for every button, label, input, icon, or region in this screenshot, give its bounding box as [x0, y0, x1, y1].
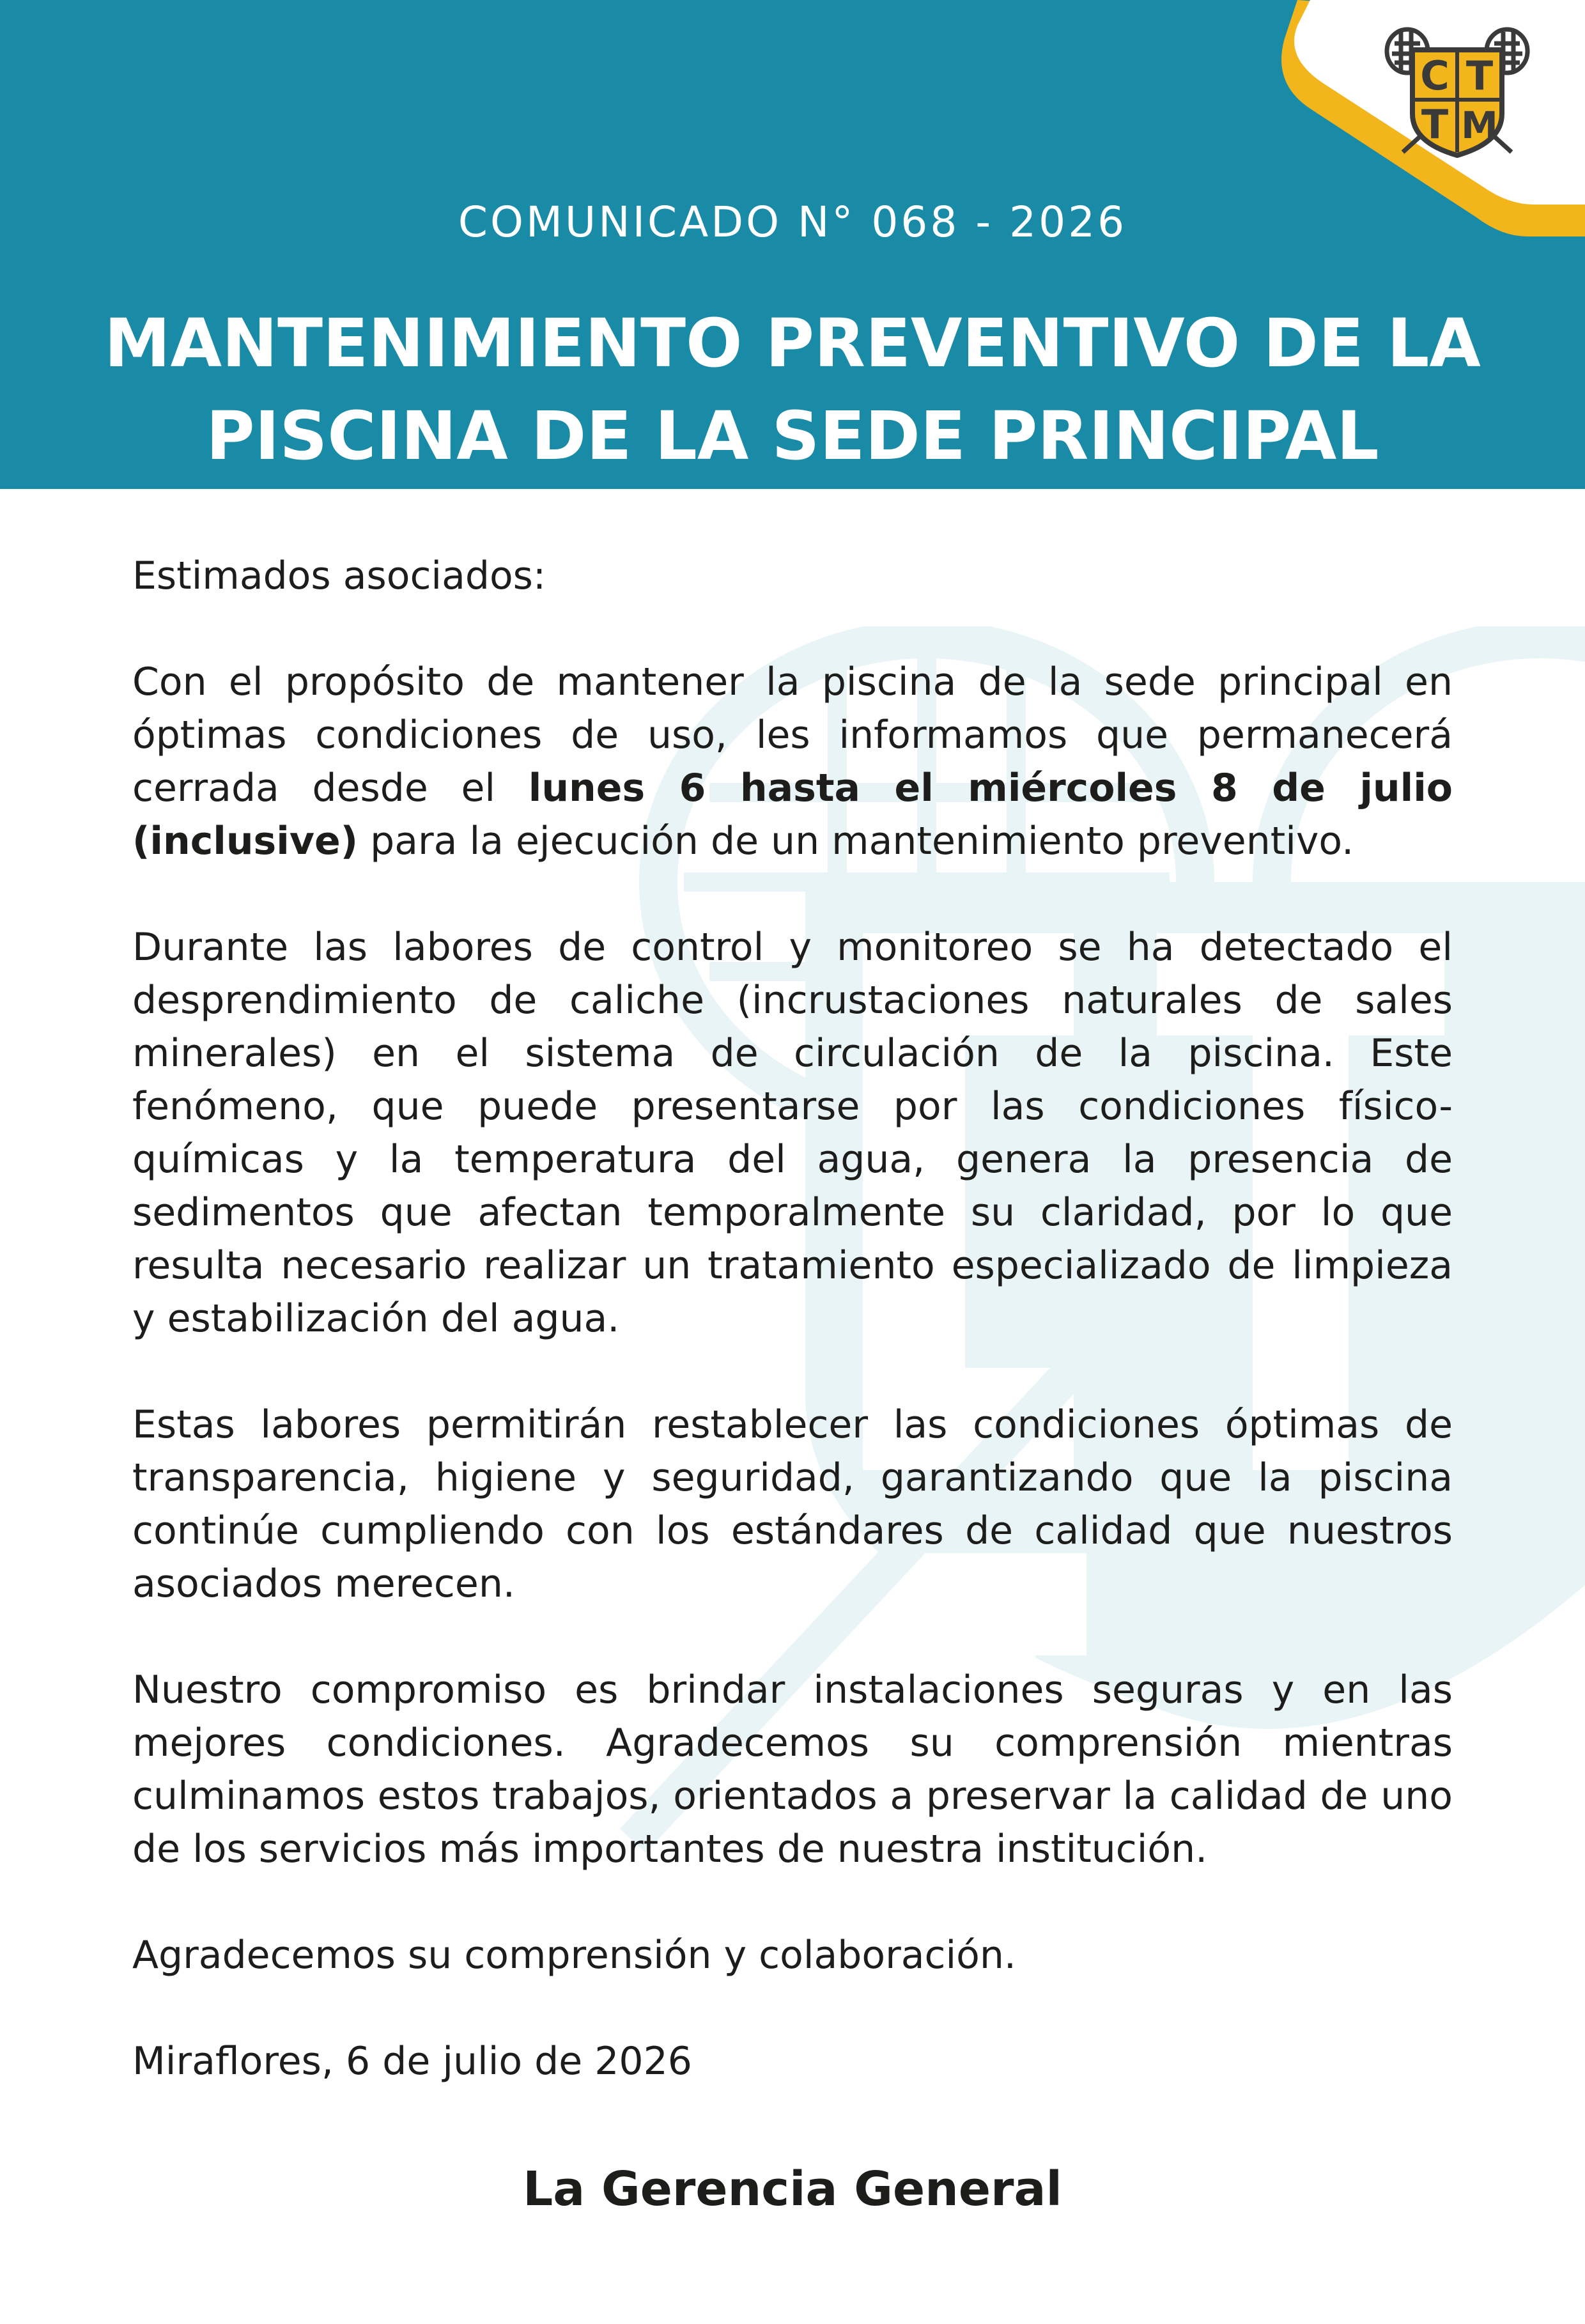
paragraph-restore-conditions: Estas labores permitirán restablecer las condiciones óptimas de transparencia, higiene y seguridad, garantizando que la piscina continúe cumpliendo con los estándares de calidad que nuestros asociados merecen. — [132, 1402, 1453, 1606]
comunicado-number: COMUNICADO N° 068 - 2026 — [458, 198, 1127, 247]
logo-letter-m: M — [1461, 104, 1498, 147]
paragraph-closure-text-start: Con el propósito de mantener la piscina de la sede principal en óptimas condiciones de uso, les informamos que permanecerá cerrada desde el — [132, 660, 1453, 810]
title-line-1: MANTENIMIENTO PREVENTIVO DE LA — [104, 304, 1481, 382]
page-title — [0, 297, 1585, 483]
paragraph-closure-dates — [132, 656, 1453, 868]
place-and-date: Miraflores, 6 de julio de 2026 — [132, 2039, 692, 2084]
signature: La Gerencia General — [523, 2162, 1062, 2217]
closing-thanks: Agradecemos su comprensión y colaboración. — [132, 1933, 1016, 1978]
cttm-logo-icon — [1380, 24, 1534, 165]
logo-letter-t2: T — [1421, 101, 1449, 148]
logo-letter-c: C — [1420, 52, 1450, 99]
letter-body — [132, 550, 1453, 2088]
greeting: Estimados asociados: — [132, 554, 546, 598]
paragraph-closure-text-end: para la ejecución de un mantenimiento preventivo. — [358, 819, 1354, 864]
paragraph-caliche-detection: Durante las labores de control y monitoreo se ha detectado el desprendimiento de caliche (incrustaciones naturales de sales minerales) en el sistema de circulación de la piscina. Este fenómeno, que puede presentarse por las condiciones físico-químicas y la temperatura del agua, genera la presencia de sedimentos que afectan temporalmente su claridad, por lo que resulta necesario realizar un tratamiento especializado de limpieza y estabilización del agua. — [132, 925, 1453, 1341]
logo-letter-t1: T — [1465, 52, 1494, 99]
closure-dates-highlight: lunes 6 hasta el miércoles 8 de julio (inclusive) — [132, 766, 1453, 864]
paragraph-commitment: Nuestro compromiso es brindar instalaciones seguras y en las mejores condiciones. Agradecemos su comprensión mientras culminamos estos trabajos, orientados a preservar la calidad de uno de los servicios más importantes de nuestra institución. — [132, 1668, 1453, 1871]
header-banner — [0, 0, 1585, 489]
title-line-2: PISCINA DE LA SEDE PRINCIPAL — [206, 397, 1379, 475]
